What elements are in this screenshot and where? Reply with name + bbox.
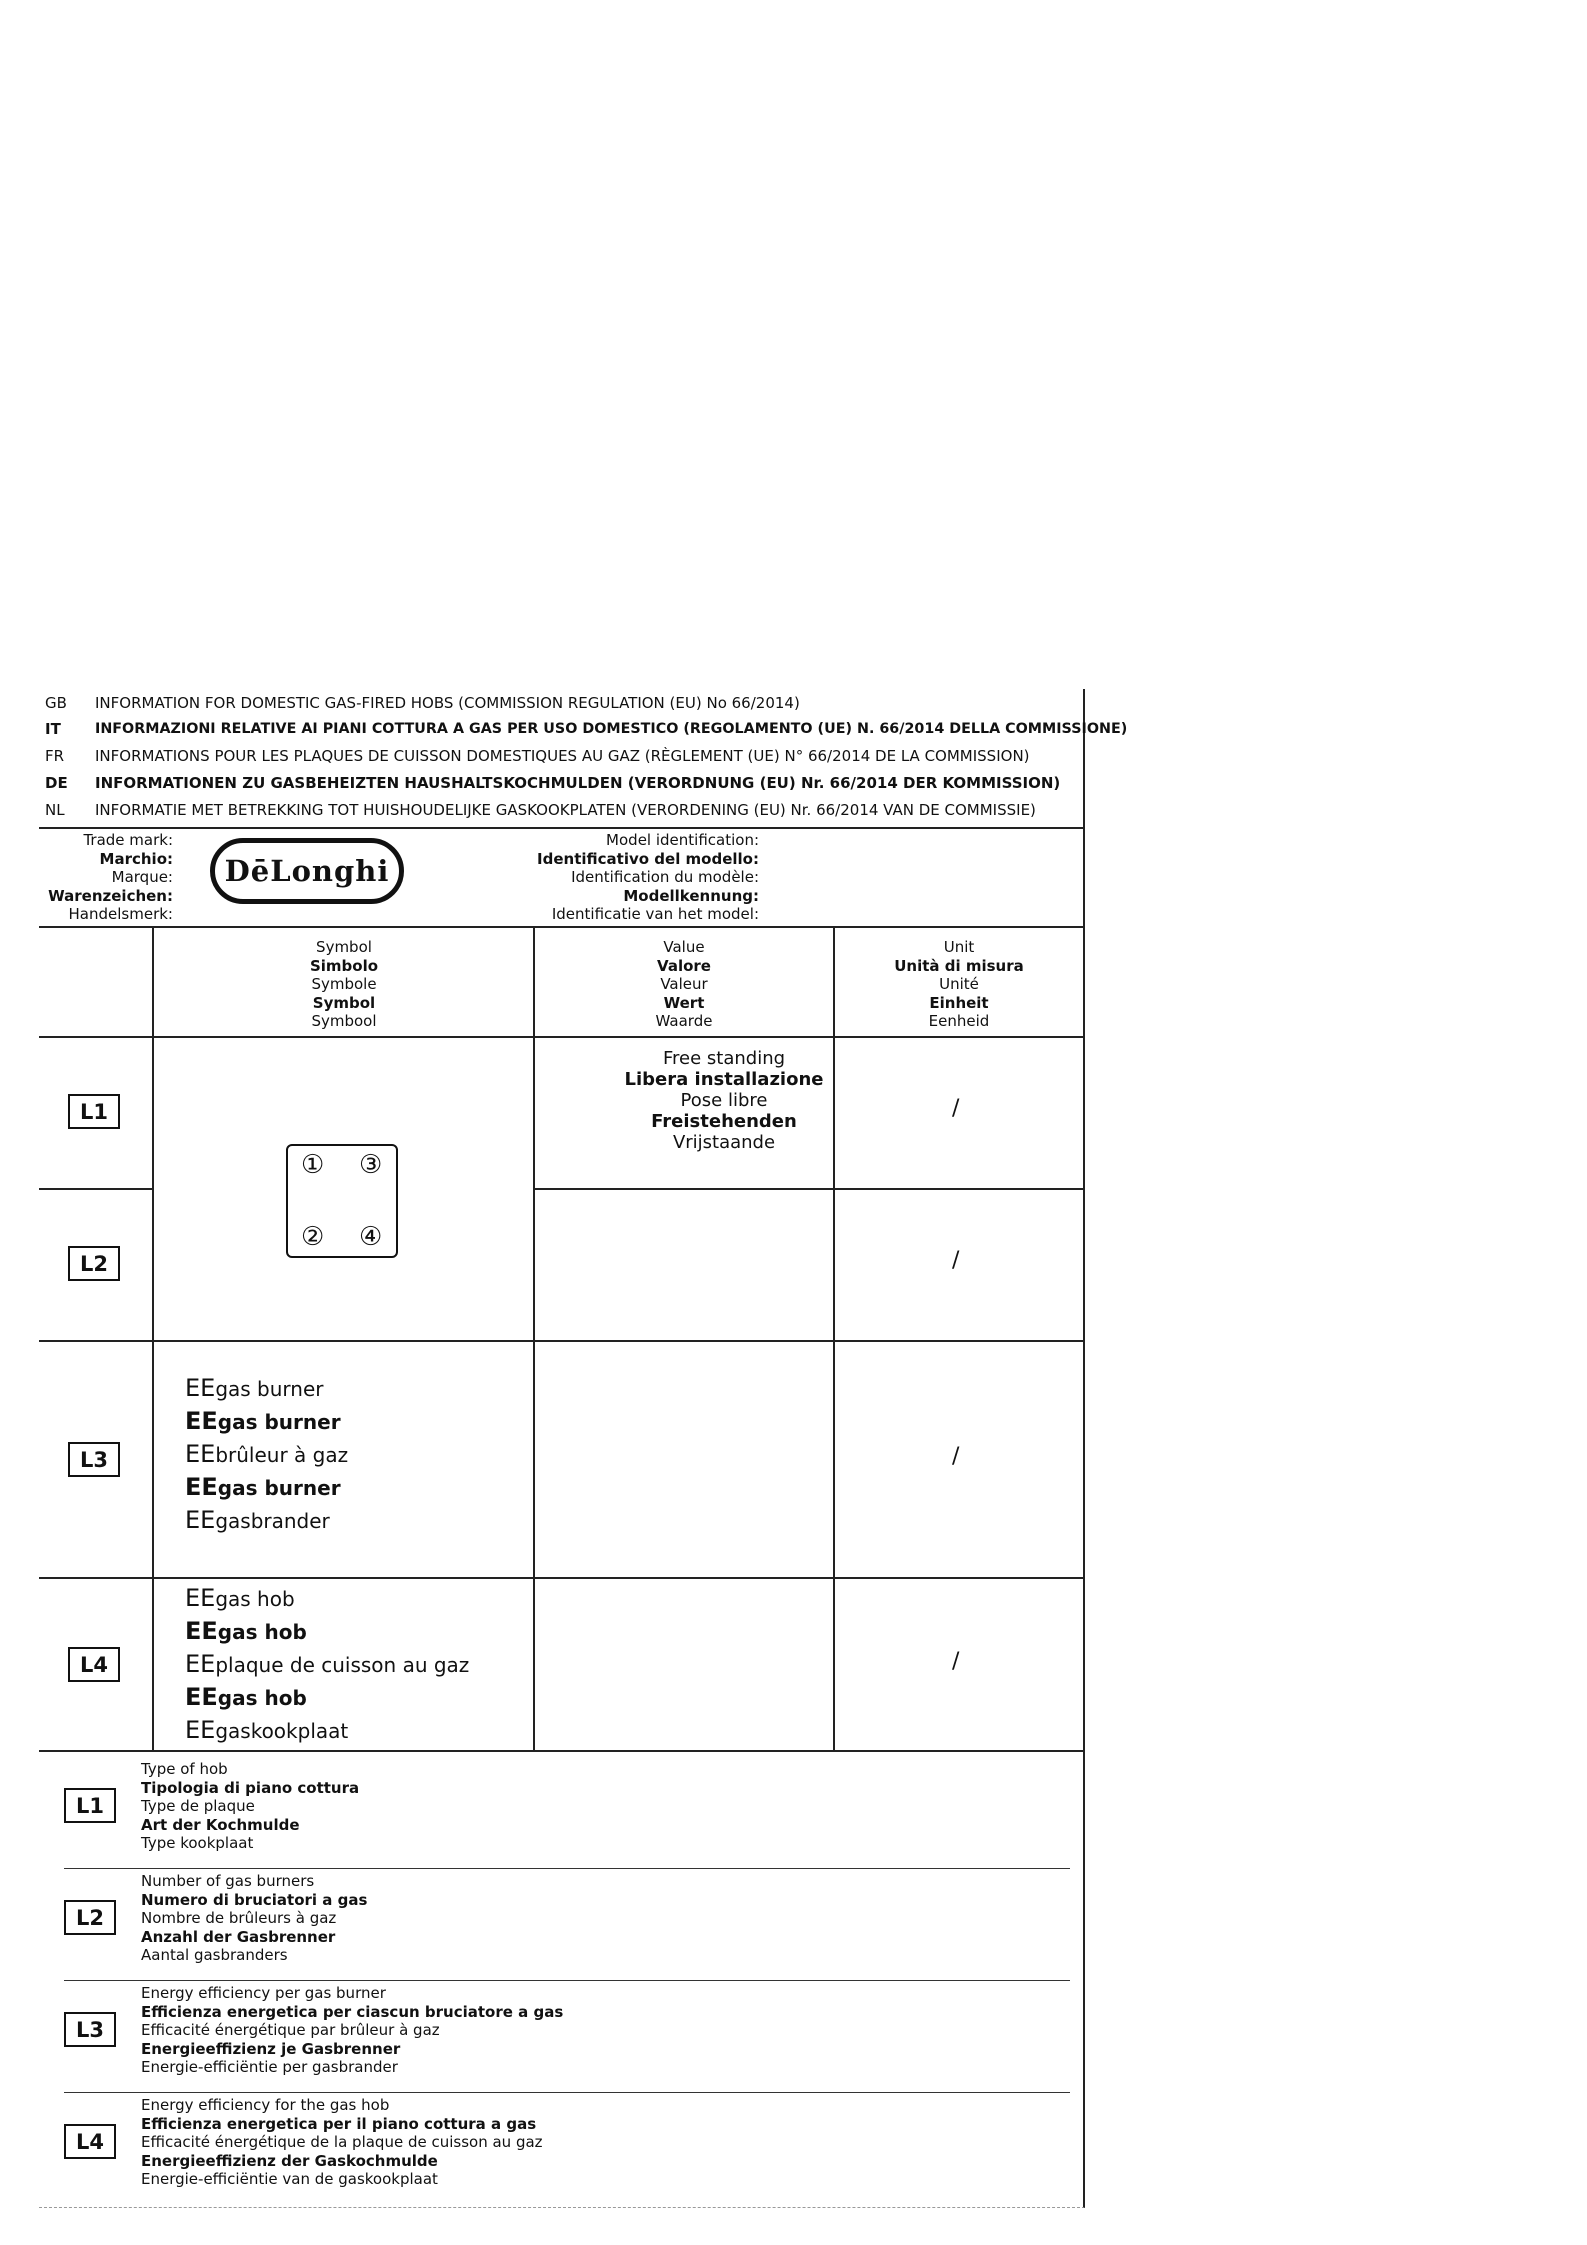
header-text: INFORMATIE MET BETREKKING TOT HUISHOUDELIJKE GASKOOKPLATEN (VERORDENING (EU) Nr. 66/2014 VAN DE COMMISSIE)	[95, 801, 1036, 819]
ee-subscript: gas hob	[215, 1587, 295, 1611]
ee-subscript: gas hob	[217, 1620, 307, 1644]
ee-symbol-line	[185, 1714, 469, 1747]
burner-number: ③	[359, 1150, 383, 1180]
l1-value	[574, 1048, 874, 1153]
header-text: INFORMATION FOR DOMESTIC GAS-FIRED HOBS (COMMISSION REGULATION (EU) No 66/2014)	[95, 694, 800, 712]
model-id-label: Model identification:	[606, 831, 759, 849]
header-text: Unité	[939, 975, 979, 993]
ee-text: EE	[185, 1506, 216, 1534]
legend-line: Energieeffizienz je Gasbrenner	[141, 2039, 401, 2058]
row-divider	[39, 1577, 1085, 1579]
burner-number: ②	[301, 1222, 325, 1252]
lang-code: DE	[45, 774, 68, 792]
header-text: Value	[663, 938, 705, 956]
legend-line: Art der Kochmulde	[141, 1815, 300, 1834]
header-text: INFORMATIONEN ZU GASBEHEIZTEN HAUSHALTSKOCHMULDEN (VERORDNUNG (EU) Nr. 66/2014 DER KOMMISSION)	[95, 774, 1061, 792]
header-text: Unità di misura	[894, 956, 1024, 975]
row-label-l3: L3	[68, 1442, 120, 1477]
info-sheet	[39, 689, 1128, 2208]
burner-number: ④	[359, 1222, 383, 1252]
row-divider	[39, 1340, 1085, 1342]
ee-subscript: gas burner	[217, 1476, 341, 1500]
lang-code: GB	[45, 694, 67, 712]
l1-unit: /	[952, 1096, 960, 1121]
header-text: Unit	[943, 938, 975, 956]
row-label-l4: L4	[68, 1647, 120, 1682]
legend-line: Energie-efficiëntie van de gaskookplaat	[141, 2170, 438, 2188]
header-text: Symbool	[311, 1012, 377, 1030]
legend-text	[141, 1760, 359, 1853]
ee-text: EE	[185, 1584, 216, 1612]
sheet-header	[39, 689, 1128, 829]
header-text: Valeur	[660, 975, 708, 993]
ee-subscript: gaskookplaat	[215, 1719, 349, 1743]
legend-line: Type of hob	[141, 1760, 228, 1778]
legend-line: Energy efficiency per gas burner	[141, 1984, 386, 2002]
ee-text: EE	[185, 1617, 218, 1645]
model-id-label: Identificativo del modello:	[537, 849, 759, 868]
col-divider	[533, 926, 535, 1752]
row-divider	[39, 1188, 152, 1190]
legend-line: Energie-efficiëntie per gasbrander	[141, 2058, 398, 2076]
legend-entry-l4	[39, 2088, 1069, 2199]
header-text: INFORMATIONS POUR LES PLAQUES DE CUISSON DOMESTIQUES AU GAZ (RÈGLEMENT (UE) N° 66/2014 DE LA COMMISSION)	[95, 747, 1030, 765]
ee-subscript: gas hob	[217, 1686, 307, 1710]
l2-unit: /	[952, 1248, 960, 1273]
ee-text: EE	[185, 1683, 218, 1711]
ee-symbol-line	[185, 1438, 348, 1471]
legend-line: Efficienza energetica per ciascun bruciatore a gas	[141, 2002, 564, 2021]
ee-text: EE	[185, 1374, 216, 1402]
trademark-label: Handelsmerk:	[68, 905, 173, 923]
model-id-labels	[537, 831, 759, 924]
ee-symbol-line	[185, 1681, 469, 1714]
legend-text	[141, 1872, 367, 1965]
header-text: Eenheid	[928, 1012, 990, 1030]
unit-column-header	[859, 938, 1059, 1031]
trademark-label: Trade mark:	[83, 831, 173, 849]
legend-line: Efficacité énergétique par brûleur à gaz	[141, 2021, 440, 2039]
legend-label: L4	[64, 2124, 116, 2159]
trademark-labels	[48, 831, 173, 924]
legend-line: Energy efficiency for the gas hob	[141, 2096, 390, 2114]
l3-unit: /	[952, 1444, 960, 1469]
legend-entry-l1	[39, 1752, 1069, 1863]
brand-logo-text: DēLonghi	[224, 854, 390, 888]
legend-line: Type de plaque	[141, 1797, 255, 1815]
legend-label: L3	[64, 2012, 116, 2047]
legend-line: Efficacité énergétique de la plaque de cuisson au gaz	[141, 2133, 543, 2151]
legend-line: Number of gas burners	[141, 1872, 315, 1890]
trademark-label: Marque:	[111, 868, 173, 886]
row-label-l2: L2	[68, 1246, 120, 1281]
legend-entry-l3	[39, 1976, 1069, 2087]
ee-subscript: gas burner	[217, 1410, 341, 1434]
data-table	[39, 926, 1085, 1752]
ee-symbol-line	[185, 1582, 469, 1615]
header-text: Symbole	[311, 975, 377, 993]
value-text: Free standing	[662, 1048, 786, 1069]
hob-burner-layout	[286, 1144, 398, 1258]
header-text: Simbolo	[309, 956, 379, 975]
ee-subscript: brûleur à gaz	[215, 1443, 349, 1467]
trademark-row	[39, 827, 1085, 928]
brand-logo	[210, 838, 404, 904]
value-text: Vrijstaande	[672, 1132, 776, 1153]
ee-text: EE	[185, 1716, 216, 1744]
header-text: Waarde	[655, 1012, 713, 1030]
legend-line: Tipologia di piano cottura	[141, 1778, 360, 1797]
row-divider	[533, 1188, 1085, 1190]
l4-symbols	[185, 1582, 469, 1747]
lang-code: FR	[45, 747, 65, 765]
ee-symbol-line	[185, 1405, 348, 1438]
header-text: Symbol	[316, 938, 372, 956]
value-text: Pose libre	[680, 1090, 768, 1111]
ee-subscript: gasbrander	[215, 1509, 330, 1533]
value-text: Libera installazione	[624, 1069, 824, 1090]
ee-text: EE	[185, 1473, 218, 1501]
ee-text: EE	[185, 1440, 216, 1468]
row-label-l1: L1	[68, 1094, 120, 1129]
ee-symbol-line	[185, 1615, 469, 1648]
legend-line: Type kookplaat	[141, 1834, 254, 1852]
ee-text: EE	[185, 1407, 218, 1435]
legend-line: Anzahl der Gasbrenner	[141, 1927, 336, 1946]
legend-text	[141, 2096, 543, 2189]
legend-text	[141, 1984, 563, 2077]
ee-symbol-line	[185, 1648, 469, 1681]
ee-subscript: gas burner	[215, 1377, 324, 1401]
model-id-label: Modellkennung:	[623, 886, 759, 905]
header-text: Einheit	[929, 993, 989, 1012]
model-id-label: Identification du modèle:	[571, 868, 759, 886]
legend-line: Efficienza energetica per il piano cottura a gas	[141, 2114, 537, 2133]
symbol-column-header	[254, 938, 434, 1031]
value-column-header	[594, 938, 774, 1031]
legend-entry-l2	[39, 1864, 1069, 1975]
legend-line: Nombre de brûleurs à gaz	[141, 1909, 337, 1927]
legend-label: L1	[64, 1788, 116, 1823]
model-id-label: Identificatie van het model:	[551, 905, 759, 923]
header-text: Symbol	[312, 993, 376, 1012]
legend-line: Numero di bruciatori a gas	[141, 1890, 368, 1909]
header-text: INFORMAZIONI RELATIVE AI PIANI COTTURA A GAS PER USO DOMESTICO (REGOLAMENTO (UE) N. 66/2014 DELLA COMMISSIONE)	[95, 721, 1128, 737]
legend-line: Aantal gasbranders	[141, 1946, 288, 1964]
trademark-label: Warenzeichen:	[48, 886, 173, 905]
burner-number: ①	[301, 1150, 325, 1180]
ee-symbol-line	[185, 1471, 348, 1504]
row-divider	[39, 1036, 1085, 1038]
value-text: Freistehenden	[651, 1111, 797, 1132]
col-divider	[152, 926, 154, 1752]
legend-line: Energieeffizienz der Gaskochmulde	[141, 2151, 438, 2170]
trademark-label: Marchio:	[99, 849, 173, 868]
header-text: Wert	[663, 993, 705, 1012]
ee-subscript: plaque de cuisson au gaz	[215, 1653, 470, 1677]
l3-symbols	[185, 1372, 348, 1537]
lang-code: IT	[45, 720, 61, 738]
legend	[39, 1752, 1085, 2208]
lang-code: NL	[45, 801, 65, 819]
ee-symbol-line	[185, 1504, 348, 1537]
legend-label: L2	[64, 1900, 116, 1935]
l4-unit: /	[952, 1649, 960, 1674]
ee-text: EE	[185, 1650, 216, 1678]
ee-symbol-line	[185, 1372, 348, 1405]
header-text: Valore	[657, 956, 711, 975]
